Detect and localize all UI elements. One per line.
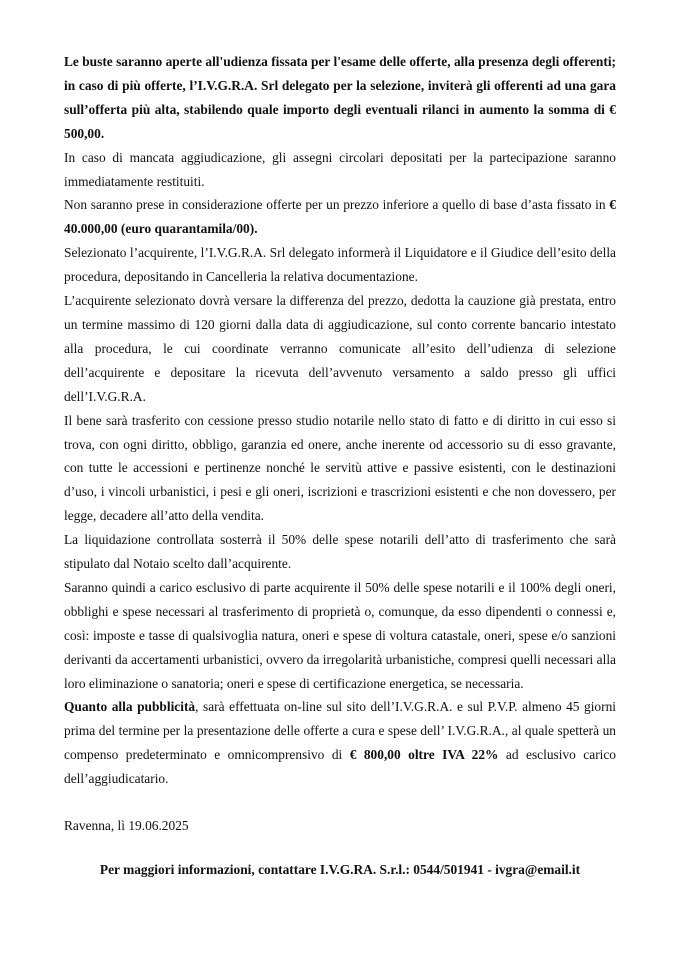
publicity-heading: Quanto alla pubblicità	[64, 699, 196, 715]
paragraph-non-award: In caso di mancata aggiudicazione, gli assegni circolari depositati per la partecipazione saranno immediatamente restituiti.	[64, 149, 616, 189]
paragraph-transfer: Il bene sarà trasferito con cessione presso studio notarile nello stato di fatto e di diritto in cui esso si trova, con ogni diritto, obbligo, garanzia ed onere, anche inerente od accessorio su di esso gravante, con tutte le accessioni e pertinenze nonché le servitù attive e passive esistenti, con le destinazioni d’uso, i vincoli urbanistici, i pesi e gli oneri, iscrizioni e trascrizioni esistenti e che non dovessero, per legge, decadere all’atto della vendita.	[64, 412, 616, 524]
base-price-text: Non saranno prese in considerazione offerte per un prezzo inferiore a quello di base d’asta fissato in	[64, 197, 610, 213]
date-line: Ravenna, lì 19.06.2025	[64, 818, 189, 833]
paragraph-bids-opening: Le buste saranno aperte all'udienza fissata per l'esame delle offerte, alla presenza degli offerenti; in caso di più offerte, l’I.V.G.R.A. Srl delegato per la selezione, inviterà gli offerenti ad una gara sull’offerta più alta, stabilendo quale importo degli eventuali rilanci in aumento la somma di € 500,00.	[64, 54, 616, 141]
paragraph-publicity	[64, 695, 616, 791]
paragraph-base-price	[64, 193, 616, 241]
paragraph-notary-split: La liquidazione controllata sosterrà il 50% delle spese notarili dell’atto di trasferimento che sarà stipulato dal Notaio scelto dall’acquirente.	[64, 532, 616, 572]
paragraph-buyer-selected: Selezionato l’acquirente, l’I.V.G.R.A. Srl delegato informerà il Liquidatore e il Giudice dell’esito della procedura, depositando in Cancelleria la relativa documentazione.	[64, 245, 616, 285]
paragraph-buyer-costs: Saranno quindi a carico esclusivo di parte acquirente il 50% delle spese notarili e il 100% degli oneri, obblighi e spese necessari al trasferimento di proprietà o, comunque, da esso dipendenti o connessi e, così: imposte e tasse di qualsivoglia natura, oneri e spese di voltura catastale, oneri, spese e/o sanzioni derivanti da accertamenti urbanistici, ovvero da irregolarità urbanistiche, compresi quelli necessari alla loro eliminazione o sanatoria; oneri e spese di certificazione energetica, se necessaria.	[64, 579, 616, 691]
document-body	[64, 50, 616, 791]
paragraph-payment: L’acquirente selezionato dovrà versare la differenza del prezzo, dedotta la cauzione già prestata, entro un termine massimo di 120 giorni dalla data di aggiudicazione, sul conto corrente bancario intestato alla procedura, le cui coordinate verranno comunicate all’esito dell’udienza di selezione dell’acquirente e depositare la ricevuta dell’avvenuto versamento a saldo presso gli uffici dell’I.V.G.R.A.	[64, 293, 616, 404]
base-price-amount: € 40.000,00 (euro quarantamila/00).	[64, 197, 616, 237]
contact-footer: Per maggiori informazioni, contattare I.V.G.RA. S.r.l.: 0544/501941 - ivgra@email.it	[99, 862, 581, 877]
publicity-text: , sarà effettuata on-line sul sito dell’I.V.G.R.A. e sul P.V.P. almeno 45 giorni prima del termine per la presentazione delle offerte a cura e spese dell’ I.V.G.R.A., al quale spetterà un compenso predeterminato e omnicomprensivo di	[64, 699, 616, 763]
publicity-fee: € 800,00 oltre IVA 22%	[349, 747, 499, 763]
publicity-text-end: ad esclusivo carico dell’aggiudicatario.	[64, 747, 617, 787]
